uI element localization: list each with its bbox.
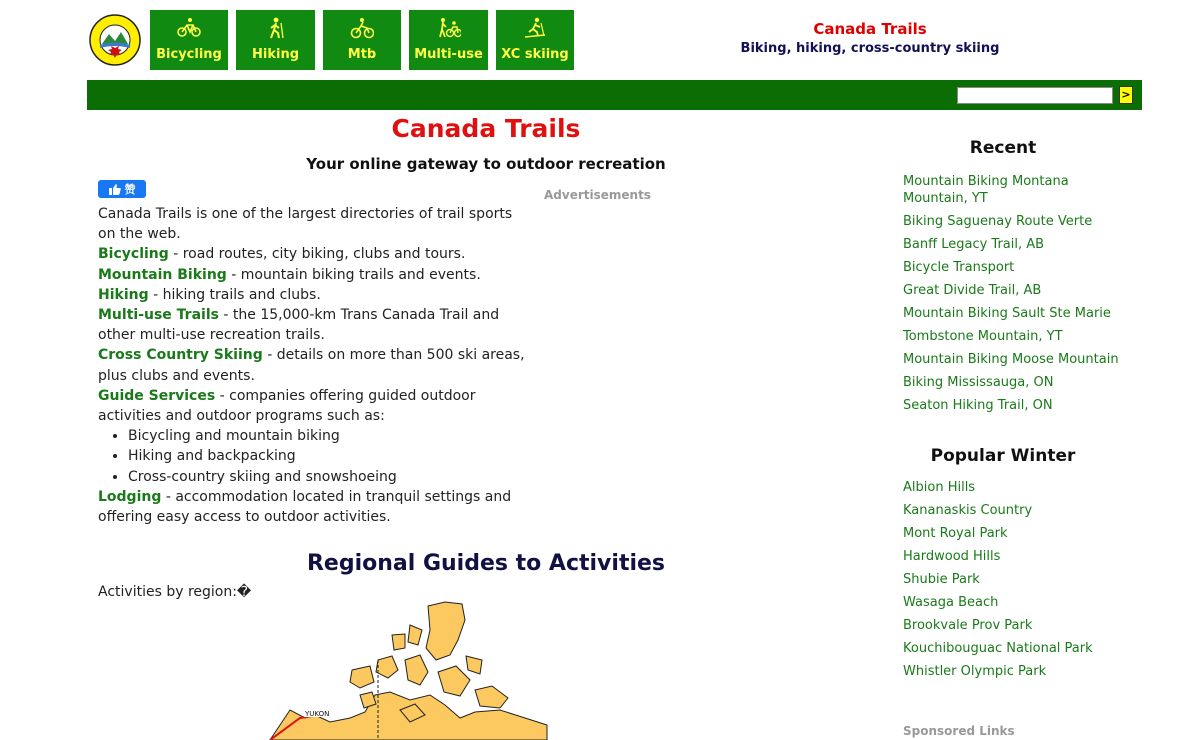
list-item	[98, 386, 530, 426]
recent-link[interactable]: Seaton Hiking Trail, ON	[903, 398, 1053, 413]
nav-multi-use-button[interactable]	[409, 10, 488, 70]
nav-label: Hiking	[252, 47, 299, 62]
nav-label: XC skiing	[501, 47, 569, 62]
winter-link[interactable]: Albion Hills	[903, 480, 976, 495]
item-description: - details on more than 500 ski areas, plus clubs and events.	[98, 347, 525, 384]
thumbs-up-icon	[109, 184, 121, 195]
mountain-biking-link[interactable]: Mountain Biking	[98, 266, 227, 283]
recent-link[interactable]: Bicycle Transport	[903, 260, 1015, 275]
header-site-title	[740, 20, 1000, 56]
nav-label: Mtb	[347, 47, 377, 62]
map-region-label: YUKON	[305, 710, 330, 718]
cross-country-skiing-link[interactable]: Cross Country Skiing	[98, 347, 263, 364]
item-description: - the 15,000-km Trans Canada Trail and other multi-use recreation trails.	[98, 307, 500, 344]
bullet-item: • Hiking and backpacking	[128, 446, 530, 466]
recent-link[interactable]: Biking Mississauga, ON	[903, 375, 1054, 390]
hiking-link[interactable]: Hiking	[98, 286, 149, 303]
list-item	[98, 487, 530, 527]
lodging-link[interactable]: Lodging	[98, 488, 162, 505]
sponsored-links-label: Sponsored Links	[903, 724, 1015, 738]
item-description: - accommodation located in tranquil settings and offering easy access to outdoor activities.	[98, 488, 512, 526]
activities-by-region-text: Activities by region:�	[98, 584, 252, 600]
winter-link[interactable]: Brookvale Prov Park	[903, 618, 1033, 633]
intro-text: Canada Trails is one of the largest directories of trail sports on the web.	[98, 206, 513, 243]
page-title: Canada Trails	[391, 114, 581, 143]
bicycle-icon	[177, 17, 201, 39]
advertisements-label: Advertisements	[544, 188, 651, 202]
recent-link[interactable]: Mountain Biking Montana Mountain, YT	[903, 174, 1069, 206]
regional-guides-heading: Regional Guides to Activities	[306, 551, 666, 576]
nav-bicycling-button[interactable]	[150, 10, 228, 70]
item-description: - companies offering guided outdoor activities and outdoor programs such as:	[98, 387, 476, 425]
search-submit-button[interactable]: >	[1119, 86, 1133, 104]
site-tagline: Biking, hiking, cross-country skiing	[740, 41, 1000, 56]
intro-section	[98, 204, 530, 527]
list-item	[98, 305, 530, 345]
recent-list	[903, 173, 1133, 420]
recent-link[interactable]: Great Divide Trail, AB	[903, 283, 1042, 298]
recent-link[interactable]: Biking Saguenay Route Verte	[903, 214, 1093, 229]
list-item	[98, 345, 530, 385]
recent-heading: Recent	[969, 138, 1037, 158]
winter-link[interactable]: Shubie Park	[903, 572, 980, 587]
hiker-icon	[264, 17, 288, 39]
recent-link[interactable]: Mountain Biking Sault Ste Marie	[903, 306, 1111, 321]
winter-link[interactable]: Kouchibouguac National Park	[903, 641, 1093, 656]
recent-link[interactable]: Mountain Biking Moose Mountain	[903, 352, 1119, 367]
item-description: - hiking trails and clubs.	[148, 286, 321, 303]
recent-link[interactable]: Tombstone Mountain, YT	[903, 329, 1063, 344]
nav-label: Bicycling	[156, 47, 222, 62]
list-item	[98, 244, 530, 264]
bullet-item: • Cross-country skiing and snowshoeing	[128, 467, 530, 487]
bullet-item: • Bicycling and mountain biking	[128, 426, 530, 446]
multi-use-trails-link[interactable]: Multi-use Trails	[98, 307, 219, 324]
guide-services-list	[98, 426, 530, 487]
item-description: - mountain biking trails and events.	[226, 266, 481, 283]
list-item	[98, 265, 530, 285]
site-logo[interactable]	[89, 14, 141, 66]
winter-link[interactable]: Wasaga Beach	[903, 595, 999, 610]
popular-winter-list	[903, 479, 1133, 686]
item-description: - road routes, city biking, clubs and tours.	[168, 246, 466, 263]
winter-link[interactable]: Mont Royal Park	[903, 526, 1008, 541]
winter-link[interactable]: Kananaskis Country	[903, 503, 1033, 518]
skier-icon	[523, 17, 547, 39]
winter-link[interactable]: Hardwood Hills	[903, 549, 1001, 564]
nav-mtb-button[interactable]	[323, 10, 401, 70]
page-subtitle: Your online gateway to outdoor recreation	[306, 155, 666, 173]
like-label: 赞	[124, 183, 136, 196]
multi-use-icon	[437, 17, 461, 39]
recent-link[interactable]: Banff Legacy Trail, AB	[903, 237, 1045, 252]
list-item	[98, 285, 530, 305]
nav-hiking-button[interactable]	[236, 10, 315, 70]
guide-services-link[interactable]: Guide Services	[98, 387, 216, 404]
mountain-bike-icon	[350, 17, 374, 39]
site-name: Canada Trails	[813, 20, 927, 38]
search-input[interactable]	[957, 87, 1113, 104]
nav-xc-skiing-button[interactable]	[496, 10, 574, 70]
winter-link[interactable]: Whistler Olympic Park	[903, 664, 1047, 679]
canada-regions-map[interactable]	[260, 600, 560, 740]
facebook-like-button[interactable]	[98, 180, 146, 198]
nav-label: Multi-use	[414, 47, 483, 62]
popular-winter-heading: Popular Winter	[930, 446, 1076, 466]
bicycling-link[interactable]: Bicycling	[98, 246, 169, 263]
